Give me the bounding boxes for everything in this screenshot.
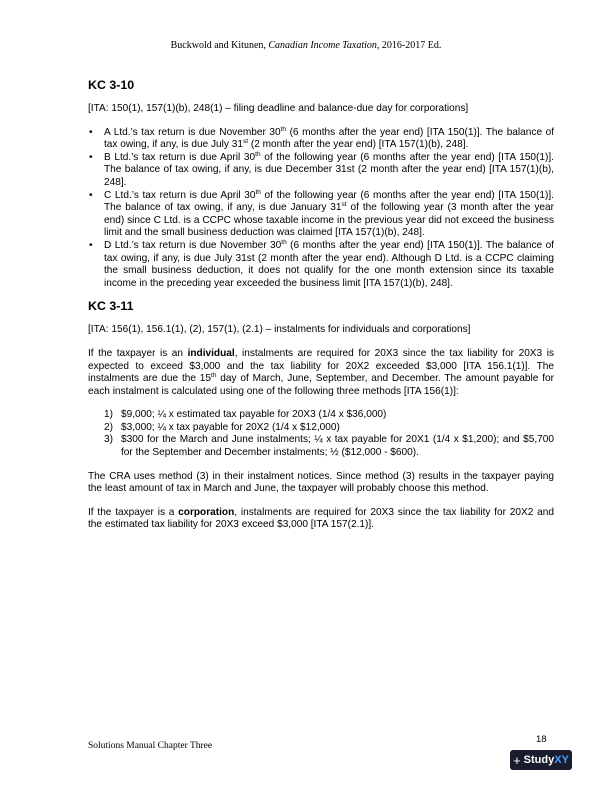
header-book-title: Canadian Income Taxation, bbox=[268, 40, 380, 51]
bullet-icon: • bbox=[89, 151, 93, 163]
list-item: • C Ltd.’s tax return is due April 30th of the following year (6 months after the year end) [ITA 150(1)]. The balance of tax owing, if any, is due January 31st of the following year (3 month after the year end) since C Ltd. is a CCPC whose taxable income in the previous year did not exceed the business limit and the small business deduction was claimed [ITA 157(1)(b), 248]. bbox=[89, 188, 555, 239]
section-intro-kc3-11: [ITA: 156(1), 156.1(1), (2), 157(1), (2.1) – instalments for individuals and corporations] bbox=[88, 324, 471, 336]
section-intro-kc3-10: [ITA: 150(1), 157(1)(b), 248(1) – filing deadline and balance-due day for corporations] bbox=[88, 103, 469, 114]
plus-icon: + bbox=[513, 752, 521, 768]
list-item: 3) $300 for the March and June instalments; ¼ x tax payable for 20X1 (1/4 x $1,200); and $5,700 for the September and December instalments; ½ ($12,000 - $600). bbox=[104, 434, 554, 459]
bullet-icon: • bbox=[89, 189, 93, 201]
list-item: 2) $3,000; ¼ x tax payable for 20X2 (1/4 x $12,000) bbox=[104, 421, 340, 433]
section-title-kc3-10: KC 3-10 bbox=[88, 78, 135, 92]
paragraph-individual: If the taxpayer is an individual, instalments are required for 20X3 since the tax liability for 20X3 is expected to exceed $3,000 and the tax liability for 20X2 exceeded $3,000 [ITA 156.1(1)]. The instalments are due the 15th day of March, June, September, and December. The amount payable for each instalment is calculated using one of the following three methods [ITA 156(1)]: bbox=[88, 347, 554, 397]
footer-chapter-label: Solutions Manual Chapter Three bbox=[88, 741, 213, 751]
studyxy-logo[interactable]: + Study XY bbox=[510, 750, 572, 770]
bullet-list-kc3-10 bbox=[88, 127, 554, 291]
page-content bbox=[88, 78, 554, 543]
bullet-icon: • bbox=[89, 239, 93, 251]
list-item: • B Ltd.’s tax return is due April 30th of the following year (6 months after the year end) [ITA 150(1)]. The balance of tax owing, if any, is due December 31st (2 month after the year end) [ITA 157(1)(b), 248]. bbox=[89, 150, 554, 188]
page-number: 18 bbox=[536, 734, 547, 745]
list-item: • D Ltd.’s tax return is due November 30th (6 months after the year end) [ITA 150(1)]. The balance of tax owing, if any, is due July 31st (2 month after the year end). Although D Ltd. is a CCPC claiming the small business deduction, it does not qualify for the one month extension since its taxable income in the preceding year exceeded the business limit [ITA 157(1)(b), 248]. bbox=[89, 238, 554, 289]
section-title-kc3-11: KC 3-11 bbox=[88, 299, 134, 314]
paragraph-corporation: If the taxpayer is a corporation, instalments are required for 20X3 since the tax liability for 20X2 and the estimated tax liability for 20X3 exceed $3,000 [ITA 157(2.1)]. bbox=[88, 506, 555, 531]
methods-list bbox=[88, 409, 554, 459]
header-authors: Buckwold and Kitunen, bbox=[170, 40, 269, 51]
list-item: 1) $9,000; ¼ x estimated tax payable for 20X3 (1/4 x $36,000) bbox=[104, 409, 387, 421]
paragraph-cra-method: The CRA uses method (3) in their instalment notices. Since method (3) results in the taxpayer paying the least amount of tax in March and June, the taxpayer will probably choose this method. bbox=[88, 470, 554, 495]
running-header bbox=[0, 40, 612, 51]
bullet-icon: • bbox=[89, 126, 93, 138]
header-edition: 2016-2017 Ed. bbox=[379, 40, 442, 51]
list-item: • A Ltd.’s tax return is due November 30th (6 months after the year end) [ITA 150(1)]. The balance of tax owing, if any, is due July 31st (2 month after the year end) [ITA 157(1)(b), 248]. bbox=[89, 125, 555, 151]
